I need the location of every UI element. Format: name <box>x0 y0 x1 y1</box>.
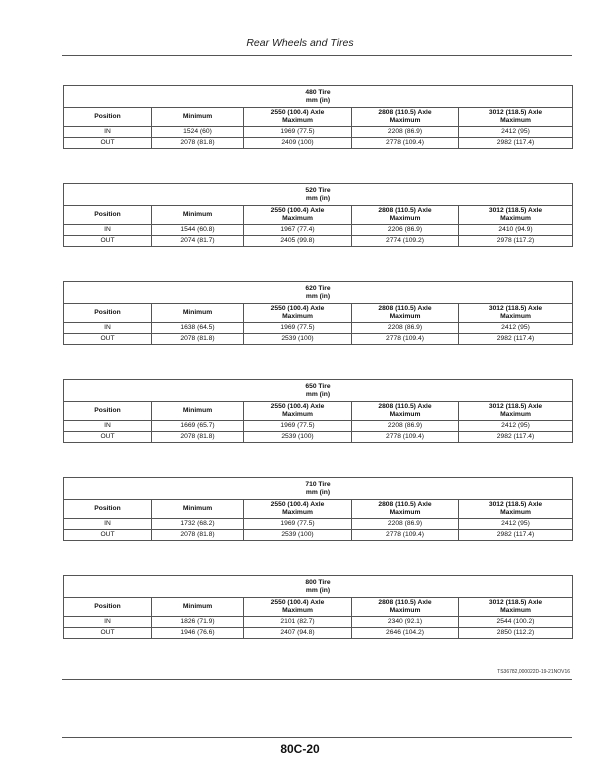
column-header: Position <box>64 598 152 617</box>
table-cell: 2078 (81.8) <box>152 138 244 149</box>
column-header: 2808 (110.5) Axle Maximum <box>352 108 459 127</box>
table-cell: 1732 (68.2) <box>152 519 244 530</box>
table-cell: IN <box>64 127 152 138</box>
tire-size-title <box>64 478 573 500</box>
table-cell: 2407 (94.8) <box>244 628 352 639</box>
footer-divider <box>62 737 572 738</box>
table-cell: 2412 (95) <box>459 323 573 334</box>
column-header: Minimum <box>152 598 244 617</box>
table-cell: OUT <box>64 530 152 541</box>
table-cell: 2208 (86.9) <box>352 323 459 334</box>
table-cell: 2412 (95) <box>459 519 573 530</box>
table-cell: 2539 (100) <box>244 530 352 541</box>
table-row <box>64 236 573 247</box>
column-header: 2550 (100.4) Axle Maximum <box>244 500 352 519</box>
column-header: 2808 (110.5) Axle Maximum <box>352 206 459 225</box>
tire-table <box>63 85 573 149</box>
table-cell: IN <box>64 617 152 628</box>
column-header: Position <box>64 304 152 323</box>
table-cell: IN <box>64 323 152 334</box>
column-header: 2808 (110.5) Axle Maximum <box>352 402 459 421</box>
table-cell: 1638 (64.5) <box>152 323 244 334</box>
tire-size-title <box>64 86 573 108</box>
units-label: mm (in) <box>305 96 331 104</box>
table-cell: OUT <box>64 628 152 639</box>
table-cell: 2778 (109.4) <box>352 138 459 149</box>
footnote-divider <box>62 679 572 680</box>
table-cell: 2778 (109.4) <box>352 530 459 541</box>
tire-size-title <box>64 576 573 598</box>
table-cell: 2412 (95) <box>459 421 573 432</box>
table-cell: 1946 (76.6) <box>152 628 244 639</box>
column-header: Minimum <box>152 108 244 127</box>
table-cell: 2539 (100) <box>244 432 352 443</box>
table-cell: 1969 (77.5) <box>244 421 352 432</box>
table-cell: 2646 (104.2) <box>352 628 459 639</box>
table-row <box>64 530 573 541</box>
table-cell: 2978 (117.2) <box>459 236 573 247</box>
table-cell: 2982 (117.4) <box>459 138 573 149</box>
table-row <box>64 323 573 334</box>
table-cell: OUT <box>64 236 152 247</box>
table-cell: 2074 (81.7) <box>152 236 244 247</box>
table-cell: IN <box>64 421 152 432</box>
units-label: mm (in) <box>305 488 331 496</box>
units-label: mm (in) <box>305 194 331 202</box>
table-cell: 1969 (77.5) <box>244 127 352 138</box>
table-cell: 1669 (65.7) <box>152 421 244 432</box>
column-header: 3012 (118.5) Axle Maximum <box>459 108 573 127</box>
column-header: 3012 (118.5) Axle Maximum <box>459 206 573 225</box>
table-row <box>64 225 573 236</box>
tire-table <box>63 575 573 639</box>
table-cell: 2410 (94.9) <box>459 225 573 236</box>
table-cell: 2409 (100) <box>244 138 352 149</box>
tire-size-label: 710 Tire <box>305 480 331 488</box>
table-row <box>64 421 573 432</box>
page-number: 80C-20 <box>280 742 320 756</box>
column-header: Position <box>64 500 152 519</box>
table-cell: 1969 (77.5) <box>244 323 352 334</box>
table-cell: 2982 (117.4) <box>459 530 573 541</box>
page-header-title: Rear Wheels and Tires <box>246 37 354 49</box>
column-header: Position <box>64 108 152 127</box>
table-cell: 1967 (77.4) <box>244 225 352 236</box>
table-cell: 2206 (86.9) <box>352 225 459 236</box>
tire-table <box>63 281 573 345</box>
column-header: Minimum <box>152 402 244 421</box>
column-header: Minimum <box>152 206 244 225</box>
table-cell: 2982 (117.4) <box>459 334 573 345</box>
tire-size-title <box>64 380 573 402</box>
table-cell: 2078 (81.8) <box>152 530 244 541</box>
table-cell: 2778 (109.4) <box>352 334 459 345</box>
column-header: Minimum <box>152 500 244 519</box>
units-label: mm (in) <box>305 292 331 300</box>
document-reference-code: TS36782,000022D-19-21NOV16 <box>497 669 570 675</box>
units-label: mm (in) <box>305 586 331 594</box>
table-cell: 2405 (99.8) <box>244 236 352 247</box>
tire-table <box>63 379 573 443</box>
tire-size-label: 620 Tire <box>305 284 331 292</box>
tire-table <box>63 183 573 247</box>
tire-size-title <box>64 184 573 206</box>
column-header: 2550 (100.4) Axle Maximum <box>244 108 352 127</box>
table-cell: 2208 (86.9) <box>352 421 459 432</box>
column-header: Minimum <box>152 304 244 323</box>
column-header: 2808 (110.5) Axle Maximum <box>352 304 459 323</box>
column-header: 3012 (118.5) Axle Maximum <box>459 500 573 519</box>
header-divider <box>62 55 572 56</box>
column-header: 3012 (118.5) Axle Maximum <box>459 402 573 421</box>
table-cell: OUT <box>64 334 152 345</box>
column-header: 3012 (118.5) Axle Maximum <box>459 598 573 617</box>
table-cell: 1544 (60.8) <box>152 225 244 236</box>
table-cell: 2539 (100) <box>244 334 352 345</box>
table-row <box>64 432 573 443</box>
column-header: 2550 (100.4) Axle Maximum <box>244 402 352 421</box>
column-header: 3012 (118.5) Axle Maximum <box>459 304 573 323</box>
table-cell: 2412 (95) <box>459 127 573 138</box>
table-cell: 2208 (86.9) <box>352 127 459 138</box>
tire-size-label: 520 Tire <box>305 186 331 194</box>
table-cell: 2078 (81.8) <box>152 432 244 443</box>
tire-size-label: 480 Tire <box>305 88 331 96</box>
units-label: mm (in) <box>305 390 331 398</box>
column-header: 2808 (110.5) Axle Maximum <box>352 500 459 519</box>
table-row <box>64 138 573 149</box>
table-row <box>64 617 573 628</box>
column-header: Position <box>64 206 152 225</box>
table-row <box>64 127 573 138</box>
column-header: 2550 (100.4) Axle Maximum <box>244 206 352 225</box>
tire-table <box>63 477 573 541</box>
table-cell: 2544 (100.2) <box>459 617 573 628</box>
table-cell: 2778 (109.4) <box>352 432 459 443</box>
table-cell: 2774 (109.2) <box>352 236 459 247</box>
table-cell: IN <box>64 519 152 530</box>
table-cell: 1826 (71.9) <box>152 617 244 628</box>
table-cell: 1969 (77.5) <box>244 519 352 530</box>
tire-size-label: 800 Tire <box>305 578 331 586</box>
tire-size-label: 650 Tire <box>305 382 331 390</box>
tire-size-title <box>64 282 573 304</box>
table-cell: 2208 (86.9) <box>352 519 459 530</box>
table-cell: 2850 (112.2) <box>459 628 573 639</box>
table-row <box>64 519 573 530</box>
table-cell: 2078 (81.8) <box>152 334 244 345</box>
column-header: 2550 (100.4) Axle Maximum <box>244 598 352 617</box>
table-cell: OUT <box>64 138 152 149</box>
table-row <box>64 628 573 639</box>
table-cell: IN <box>64 225 152 236</box>
table-cell: OUT <box>64 432 152 443</box>
table-cell: 2101 (82.7) <box>244 617 352 628</box>
column-header: 2550 (100.4) Axle Maximum <box>244 304 352 323</box>
column-header: Position <box>64 402 152 421</box>
table-row <box>64 334 573 345</box>
table-cell: 1524 (60) <box>152 127 244 138</box>
column-header: 2808 (110.5) Axle Maximum <box>352 598 459 617</box>
table-cell: 2340 (92.1) <box>352 617 459 628</box>
table-cell: 2982 (117.4) <box>459 432 573 443</box>
